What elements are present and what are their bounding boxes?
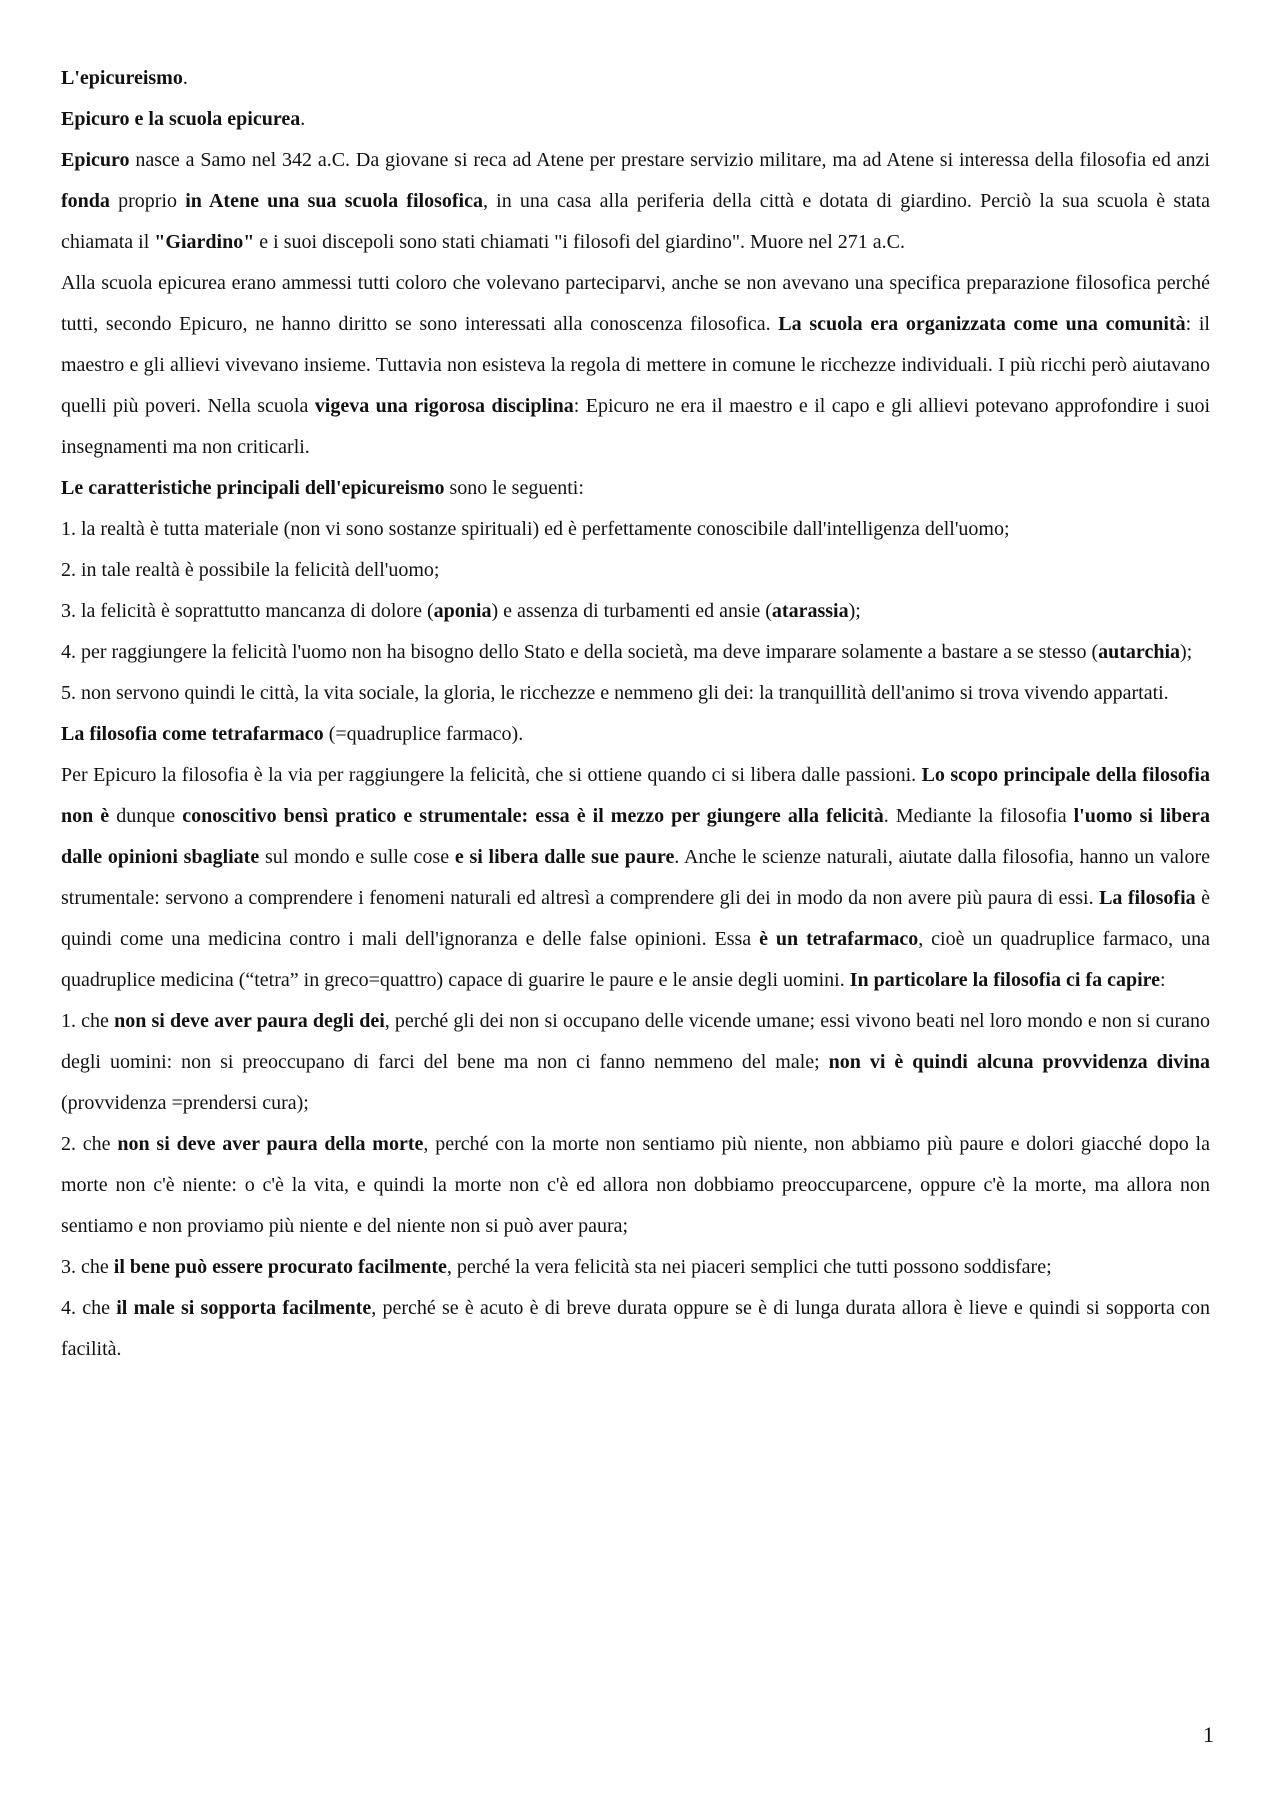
bold-span: non vi è quindi alcuna provvidenza divina: [828, 1051, 1210, 1073]
text-span: proprio: [109, 190, 186, 212]
bold-span: aponia: [433, 600, 492, 622]
list-item: [61, 673, 1210, 714]
bold-span: il male si sopporta facilmente: [116, 1297, 372, 1319]
text-span: (provvidenza =prendersi cura);: [61, 1092, 309, 1114]
list-item: [61, 1247, 1210, 1288]
bold-span: "Giardino": [154, 231, 255, 253]
text-span: 4. per raggiungere la felicità l'uomo non ha bisogno dello Stato e della società, ma deve imparare solamente a bastare a se stesso (: [61, 641, 1099, 663]
bold-span: conoscitivo bensì pratico e strumentale: essa è il mezzo per giungere alla felicità: [182, 805, 884, 827]
list-item: [61, 1288, 1210, 1370]
text-span: , perché se è acuto è di breve durata oppure se è di lunga durata allora è lieve e quindi si sopporta con facilità.: [61, 1297, 1210, 1360]
text-span: 2. in tale realtà è possibile la felicità dell'uomo;: [61, 559, 440, 581]
section-heading-tetrafarmaco: [61, 714, 1210, 755]
list-item: [61, 591, 1210, 632]
page-number: 1: [1203, 1722, 1214, 1747]
document-title-text: L'epicureismo: [61, 67, 183, 89]
text-span: : il maestro e gli allievi vivevano insieme. Tuttavia non esisteva la regola di mettere in comune le ricchezze individuali. I più ricchi però aiutavano quelli più poveri. Nella scuola: [61, 313, 1210, 417]
text-span: Per Epicuro la filosofia è la via per raggiungere la felicità, che si ottiene quando ci si libera dalle passioni.: [61, 764, 922, 786]
bold-span: l'uomo si libera dalle opinioni sbagliate: [61, 805, 1210, 868]
text-span: );: [848, 600, 861, 622]
paragraph-characteristics-intro: [61, 468, 1210, 509]
list-item: [61, 550, 1210, 591]
paragraph-school: [61, 263, 1210, 468]
bold-span: e si libera dalle sue paure: [454, 846, 675, 868]
text-span: 4. che: [61, 1297, 117, 1319]
text-span: Alla scuola epicurea erano ammessi tutti coloro che volevano parteciparvi, anche se non avevano una specifica preparazione filosofica perché tutti, secondo Epicuro, ne hanno diritto se sono interessati alla conoscenza filosofica.: [61, 272, 1210, 335]
document-title: L'epicureismo.: [61, 67, 188, 89]
bold-span: Lo scopo principale della filosofia non è: [61, 764, 1210, 827]
text-span: 5. non servono quindi le città, la vita sociale, la gloria, le ricchezze e nemmeno gli dei: la tranquillità dell'animo si trova vivendo appartati.: [61, 682, 1169, 704]
bold-span: Epicuro: [61, 149, 130, 171]
text-span: . Anche le scienze naturali, aiutate dalla filosofia, hanno un valore strumentale: servono a comprendere i fenomeni naturali ed altresì a comprendere gli dei in modo da non avere più paura di essi.: [61, 846, 1210, 909]
text-span: ) e assenza di turbamenti ed ansie (: [491, 600, 772, 622]
text-span: 1. che: [61, 1010, 115, 1032]
text-span: sul mondo e sulle cose: [259, 846, 455, 868]
bold-span: La scuola era organizzata come una comunità: [778, 313, 1186, 335]
text-span: . Mediante la filosofia: [883, 805, 1074, 827]
bold-span: non si deve aver paura della morte: [117, 1133, 424, 1155]
bold-span: Le caratteristiche principali dell'epicureismo: [61, 477, 445, 499]
text-span: );: [1180, 641, 1193, 663]
text-span: e i suoi discepoli sono stati chiamati "i filosofi del giardino". Muore nel 271 a.C.: [254, 231, 905, 253]
text-span: 1. la realtà è tutta materiale (non vi sono sostanze spirituali) ed è perfettamente conoscibile dall'intelligenza dell'uomo;: [61, 518, 1010, 540]
text-span: : Epicuro ne era il maestro e il capo e gli allievi potevano approfondire i suoi insegnamenti ma non criticarli.: [61, 395, 1211, 458]
bold-span: atarassia: [771, 600, 849, 622]
text-span: , cioè un quadruplice farmaco, una quadruplice medicina (“tetra” in greco=quattro) capace di guarire le paure e le ansie degli uomini.: [61, 928, 1210, 991]
bold-span: non si deve aver paura degli dei: [114, 1010, 385, 1032]
paragraph-biography: [61, 140, 1210, 263]
bold-span: La filosofia: [1099, 887, 1196, 909]
text-span: , perché gli dei non si occupano delle vicende umane; essi vivono beati nel loro mondo e non si curano degli uomini: non si preoccupano di farci del bene ma non ci fanno nemmeno del male;: [61, 1010, 1210, 1073]
text-span: :: [1160, 969, 1166, 991]
list-item: [61, 1124, 1210, 1247]
bold-span: In particolare la filosofia ci fa capire: [849, 969, 1161, 991]
section-heading-epicuro-text: Epicuro e la scuola epicurea: [61, 108, 301, 130]
text-span: , in una casa alla periferia della città e dotata di giardino. Perciò la sua scuola è stata chiamata il: [61, 190, 1210, 253]
list-item: [61, 632, 1210, 673]
section-heading-epicuro: Epicuro e la scuola epicurea.: [61, 108, 306, 130]
text-span: , perché con la morte non sentiamo più niente, non abbiamo più paure e dolori giacché dopo la morte non c'è niente: o c'è la vita, e quindi la morte non c'è ed allora non dobbiamo preoccuparcene, oppure c'è la morte, ma allora non sentiamo e non proviamo più niente e del niente non si può aver paura;: [61, 1133, 1210, 1237]
list-item: [61, 509, 1210, 550]
bold-span: autarchia: [1098, 641, 1180, 663]
list-item: [61, 1001, 1210, 1124]
bold-span: è un tetrafarmaco: [759, 928, 919, 950]
text-span: , perché la vera felicità sta nei piaceri semplici che tutti possono soddisfare;: [446, 1256, 1052, 1278]
text-span: 3. che: [61, 1256, 114, 1278]
text-span: sono le seguenti:: [444, 477, 584, 499]
bold-span: La filosofia come tetrafarmaco: [61, 723, 324, 745]
bold-span: fonda: [61, 190, 110, 212]
text-span: 3. la felicità è soprattutto mancanza di dolore (: [61, 600, 434, 622]
bold-span: vigeva una rigorosa disciplina: [314, 395, 574, 417]
bold-span: in Atene una sua scuola filosofica: [185, 190, 483, 212]
text-span: 2. che: [61, 1133, 118, 1155]
bold-span: il bene può essere procurato facilmente: [113, 1256, 447, 1278]
text-span: (=quadruplice farmaco).: [323, 723, 524, 745]
text-span: è quindi come una medicina contro i mali dell'ignoranza e delle false opinioni. Essa: [61, 887, 1210, 950]
text-span: nasce a Samo nel 342 a.C. Da giovane si reca ad Atene per prestare servizio militare, ma ad Atene si interessa della filosofia ed anzi: [129, 149, 1210, 171]
paragraph-philosophy: [61, 755, 1210, 1001]
text-span: dunque: [109, 805, 183, 827]
